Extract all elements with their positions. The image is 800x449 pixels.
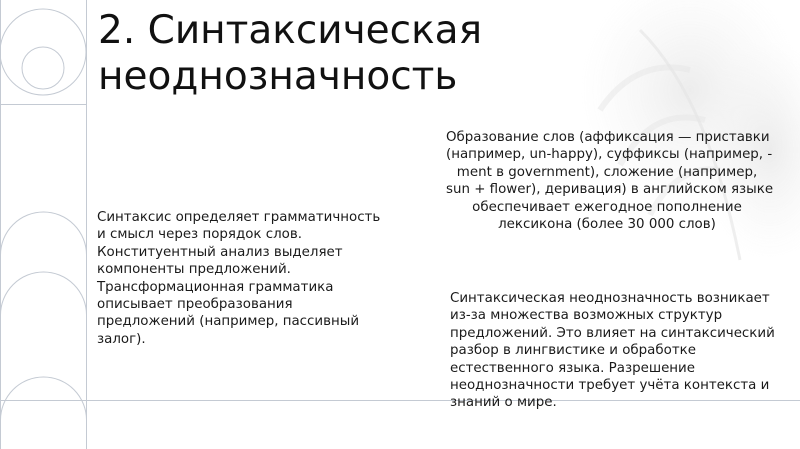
text-line: компоненты предложений. xyxy=(97,262,291,278)
text-line: обеспечивает ежегодное пополнение xyxy=(472,199,742,215)
slide-title-line-2: неоднозначность xyxy=(98,54,458,99)
text-line: Синтаксическая неоднозначность возникает xyxy=(450,291,770,306)
slide-title-line-1: 2. Синтаксическая xyxy=(98,8,483,53)
text-line: неоднозначности требует учёта контекста и xyxy=(450,378,770,394)
text-line: из-за множества возможных структур xyxy=(450,308,723,324)
text-line: разбор в лингвистике и обработке xyxy=(450,343,696,359)
text-line: залог). xyxy=(97,331,146,347)
syntactic-ambiguity-text xyxy=(450,290,780,412)
text-line: Синтаксис определяет грамматичность xyxy=(97,210,381,225)
text-line: предложений (например, пассивный xyxy=(97,314,360,330)
text-line: описывает преобразования xyxy=(97,297,293,313)
text-line: Трансформационная грамматика xyxy=(97,279,334,295)
slide-title xyxy=(98,8,482,100)
text-line: предложений. Это влияет на синтаксический xyxy=(450,325,775,341)
text-line: знаний о мире. xyxy=(450,395,557,411)
text-line: (например, un-happy), суффиксы (например, - xyxy=(446,147,773,163)
word-formation-text xyxy=(446,129,774,233)
text-line: ment в government), сложение (например, xyxy=(456,164,758,180)
text-line: Образование слов (аффиксация — приставки xyxy=(446,130,770,145)
text-line: sun + flower), деривация) в английском языке xyxy=(446,182,774,198)
text-line: и смысл через порядок слов. xyxy=(97,227,302,243)
syntax-description-text xyxy=(97,209,397,348)
text-line: Конституентный анализ выделяет xyxy=(97,244,343,260)
text-line: лексикона (более 30 000 слов) xyxy=(498,217,716,233)
text-line: естественного языка. Разрешение xyxy=(450,360,696,376)
